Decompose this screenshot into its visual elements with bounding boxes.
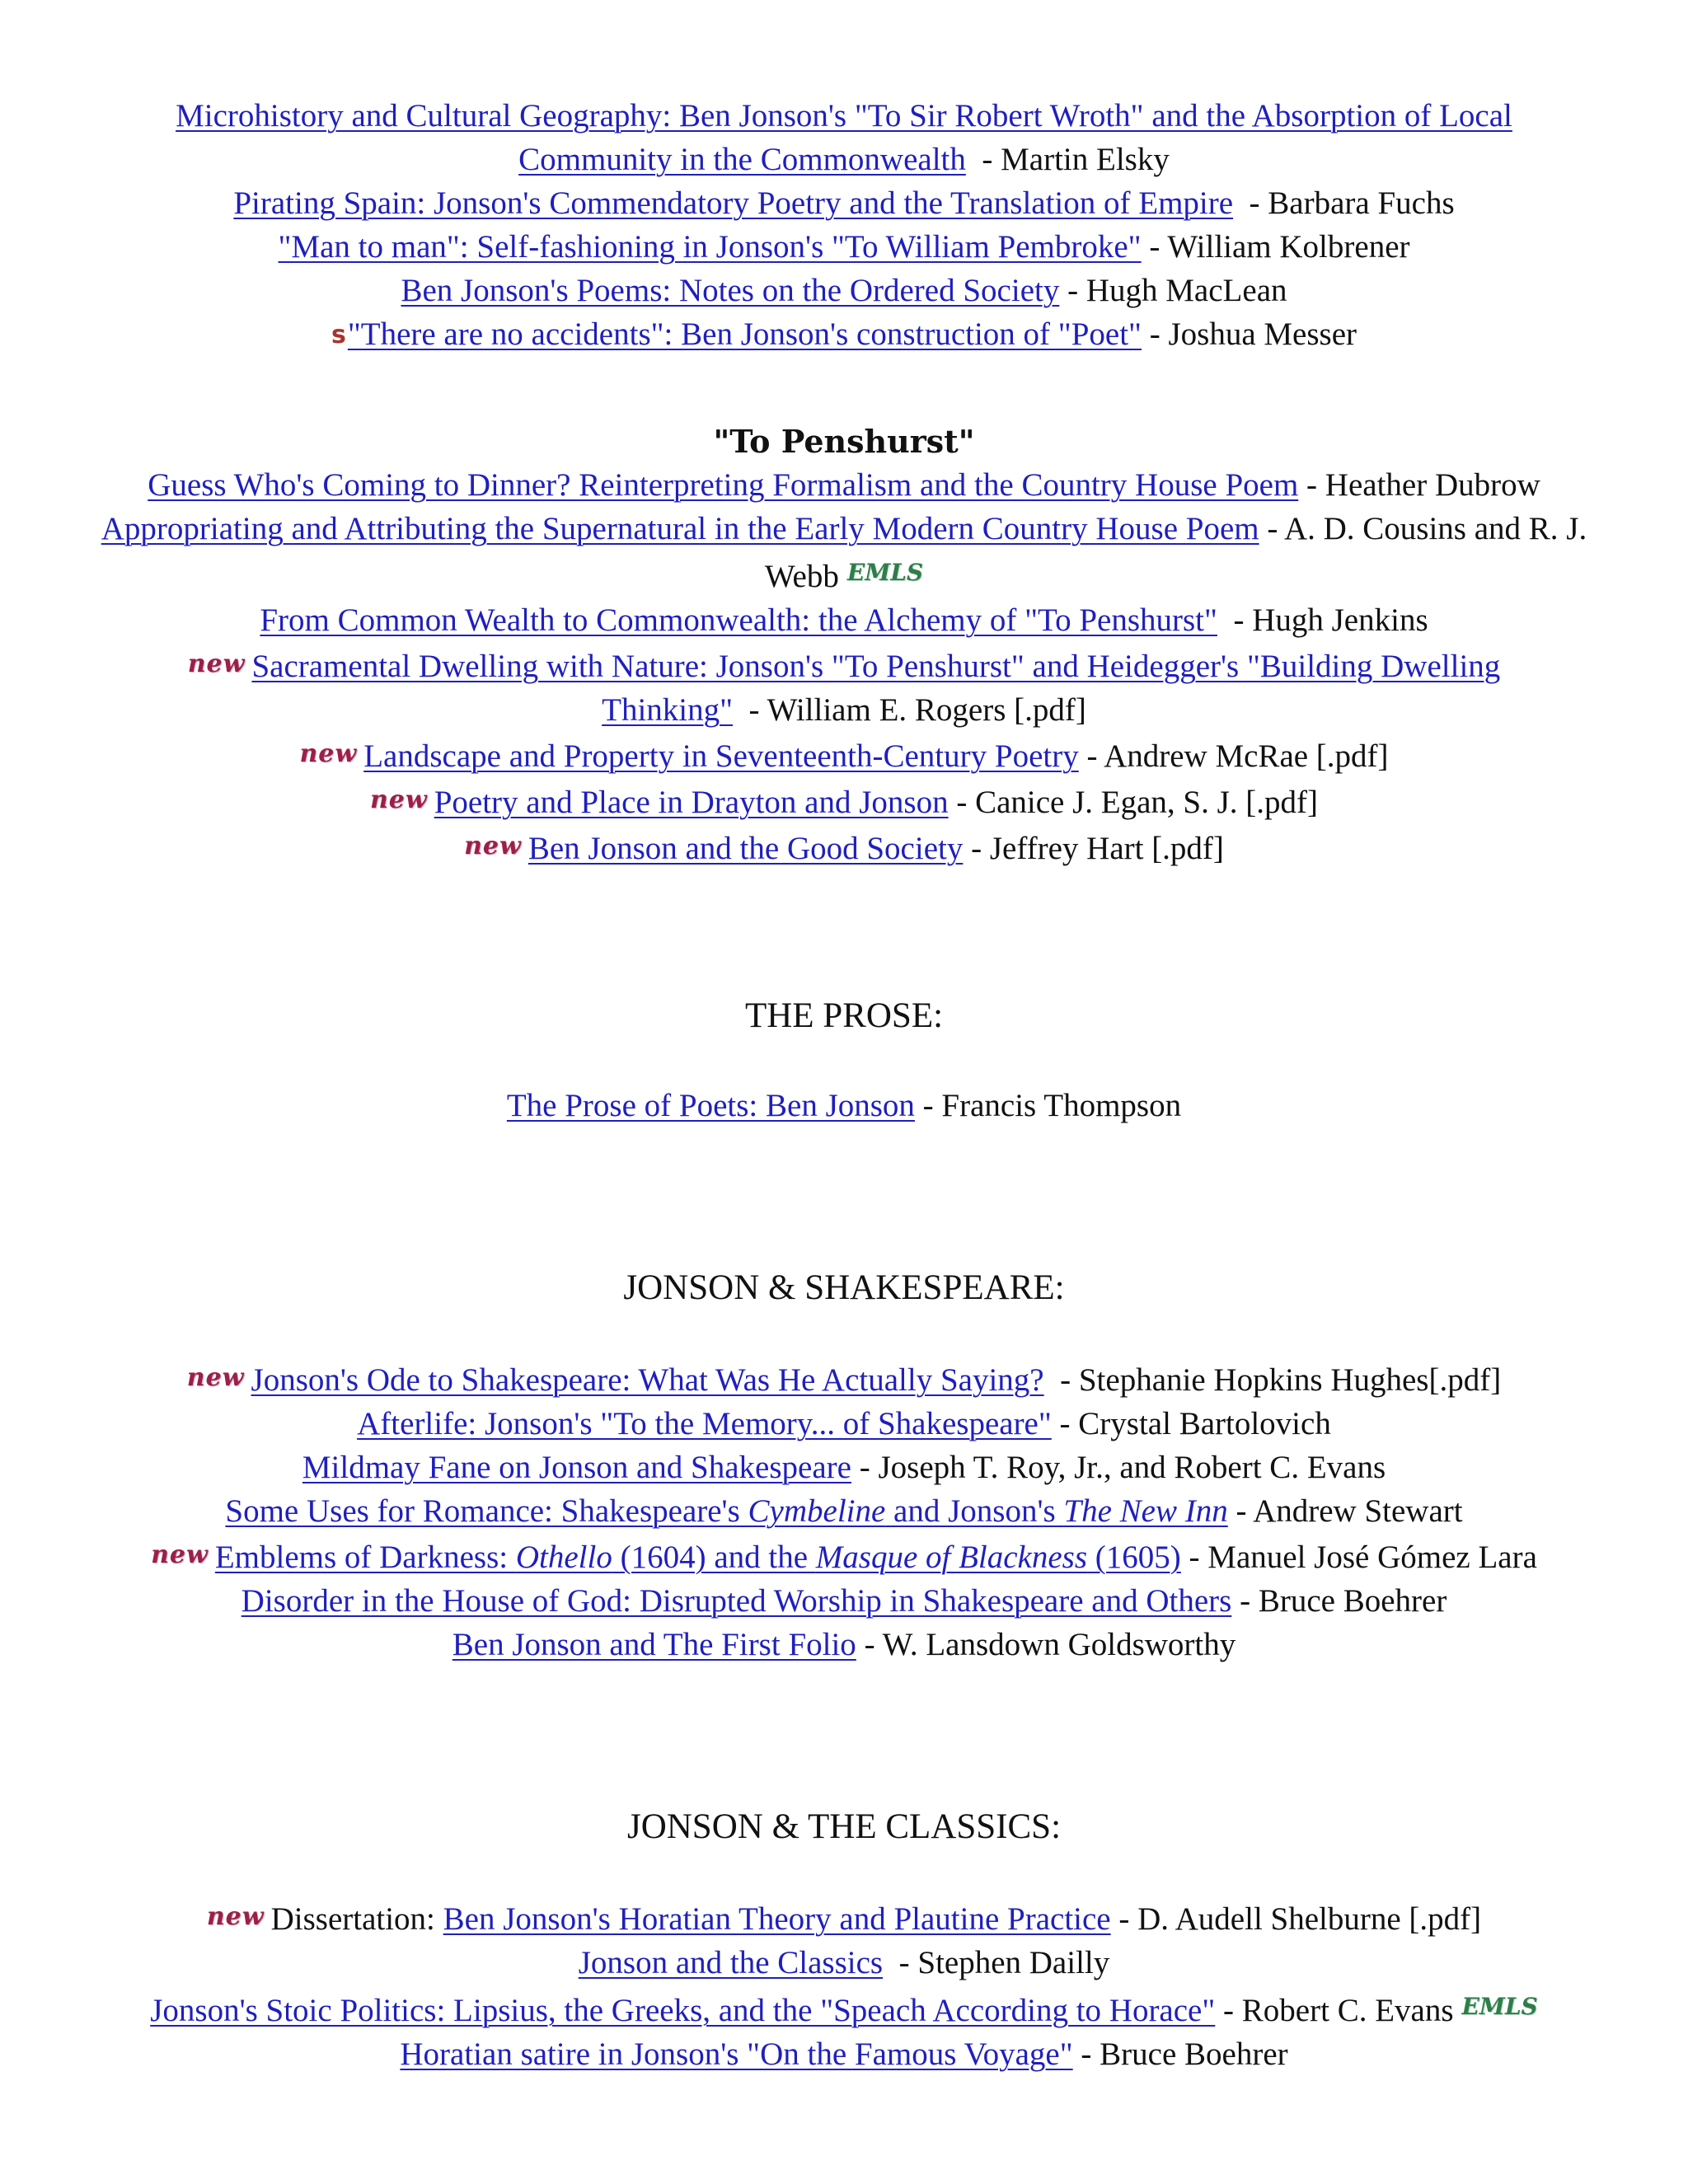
author: Canice J. Egan, S. J. [.pdf] (975, 785, 1319, 820)
list-item (0, 1623, 1688, 1666)
author: Manuel José Gómez Lara (1207, 1540, 1537, 1575)
separator: - (1227, 1493, 1254, 1529)
author: Joseph T. Roy, Jr., and Robert C. Evans (878, 1450, 1386, 1485)
separator: - (965, 142, 1001, 177)
student-badge-icon: s (331, 321, 346, 349)
list-item (0, 269, 1688, 312)
separator: - (1043, 1362, 1079, 1398)
separator: - (856, 1627, 883, 1662)
link-text: Some Uses for Romance: Shakespeare's (225, 1493, 748, 1529)
separator: - (1141, 229, 1168, 265)
new-badge-icon: new (151, 1540, 209, 1569)
separator: - (1051, 1406, 1079, 1441)
list-item (0, 598, 1688, 642)
separator: - (1072, 2036, 1100, 2072)
article-link[interactable]: Guess Who's Coming to Dinner? Reinterpreting Formalism and the Country House Poem (148, 467, 1299, 503)
author: Stephen Dailly (917, 1945, 1110, 1980)
author: Robert C. Evans (1241, 1993, 1454, 2028)
author: Barbara Fuchs (1268, 185, 1455, 221)
author: D. Audell Shelburne [.pdf] (1137, 1901, 1482, 1937)
section-title: JONSON & THE CLASSICS: (626, 1807, 1062, 1846)
new-badge-icon: new (187, 649, 246, 678)
separator: - (1298, 467, 1325, 503)
link-text: (1604) and the (612, 1540, 816, 1575)
list-item (0, 1356, 1688, 1402)
article-link[interactable]: "Man to man": Self-fashioning in Jonson's "To William Pembroke" (278, 229, 1142, 265)
article-link[interactable]: Ben Jonson and The First Folio (452, 1627, 856, 1662)
article-link[interactable] (215, 1540, 1181, 1575)
separator: - (1059, 273, 1086, 308)
list-item (0, 1985, 1688, 2032)
separator: - (1231, 1583, 1259, 1619)
separator: - (963, 831, 990, 866)
article-link[interactable]: Horatian satire in Jonson's "On the Famous Voyage" (400, 2036, 1073, 2072)
article-link[interactable]: Ben Jonson's Poems: Notes on the Ordered Society (401, 273, 1060, 308)
separator: - (1215, 1993, 1242, 2028)
article-link[interactable]: Ben Jonson's Horatian Theory and Plautine Practice (443, 1901, 1111, 1937)
article-link[interactable]: Sacramental Dwelling with Nature: Jonson's "To Penshurst" and Heidegger's "Building Dwelling Thinking" (251, 649, 1501, 728)
list-item (0, 312, 1688, 357)
article-link[interactable]: Jonson's Stoic Politics: Lipsius, the Greeks, and the "Speach According to Horace" (150, 1993, 1216, 2028)
author: Hugh MacLean (1085, 273, 1287, 308)
separator: - (1110, 1901, 1138, 1937)
separator: - (948, 785, 976, 820)
link-title-italic: Masque of Blackness (815, 1540, 1088, 1575)
author: Crystal Bartolovich (1078, 1406, 1331, 1441)
entry-prefix: Dissertation: (270, 1901, 443, 1937)
article-link[interactable]: Afterlife: Jonson's "To the Memory... of Shakespeare" (357, 1406, 1052, 1441)
author: William Kolbrener (1167, 229, 1410, 265)
emls-badge-icon: EMLS (846, 559, 924, 586)
new-badge-icon: new (299, 739, 358, 768)
top-list (0, 94, 1688, 357)
article-link[interactable] (225, 1493, 1227, 1529)
list-item (0, 824, 1688, 870)
new-badge-icon: new (369, 785, 428, 814)
author: A. D. Cousins and R. J. Webb (764, 511, 1587, 594)
new-badge-icon: new (206, 1902, 265, 1931)
separator: - (1141, 316, 1169, 352)
author: Stephanie Hopkins Hughes[.pdf] (1078, 1362, 1502, 1398)
separator: - (1078, 738, 1104, 774)
list-item (0, 1489, 1688, 1533)
article-link[interactable]: Landscape and Property in Seventeenth-Century Poetry (363, 738, 1079, 774)
author: Andrew McRae [.pdf] (1104, 738, 1389, 774)
list-item (0, 642, 1688, 732)
emls-badge-icon: EMLS (1461, 1993, 1538, 2020)
article-link[interactable]: Disorder in the House of God: Disrupted Worship in Shakespeare and Others (241, 1583, 1232, 1619)
author: Francis Thompson (941, 1088, 1182, 1123)
author: Martin Elsky (1001, 142, 1170, 177)
separator: - (1180, 1540, 1208, 1575)
separator: - (733, 692, 767, 728)
link-text: and Jonson's (885, 1493, 1064, 1529)
penshurst-section (0, 419, 1688, 870)
classics-section (0, 1805, 1688, 2076)
prose-section (0, 994, 1688, 1127)
link-title-italic: The New Inn (1063, 1493, 1228, 1529)
article-link[interactable]: The Prose of Poets: Ben Jonson (506, 1088, 915, 1123)
article-link[interactable]: Pirating Spain: Jonson's Commendatory Poetry and the Translation of Empire (233, 185, 1234, 221)
article-link[interactable]: Microhistory and Cultural Geography: Ben Jonson's "To Sir Robert Wroth" and the Absorption of Local Community in the Commonwealth (176, 98, 1512, 177)
list-item (0, 225, 1688, 269)
author: Hugh Jenkins (1252, 602, 1428, 638)
new-badge-icon: new (186, 1363, 245, 1392)
link-title-italic: Othello (515, 1540, 612, 1575)
article-link[interactable]: Ben Jonson and the Good Society (528, 831, 964, 866)
list-item (0, 181, 1688, 225)
list-item (0, 1446, 1688, 1489)
separator: - (1233, 185, 1268, 221)
list-item (0, 778, 1688, 824)
author: Andrew Stewart (1253, 1493, 1463, 1529)
list-item (0, 1533, 1688, 1579)
list-item (0, 1579, 1688, 1623)
author: Heather Dubrow (1325, 467, 1540, 503)
article-link[interactable]: Appropriating and Attributing the Supernatural in the Early Modern Country House Poem (101, 511, 1259, 546)
author: Joshua Messer (1168, 316, 1357, 352)
separator: - (1217, 602, 1253, 638)
list-item (0, 1895, 1688, 1941)
article-link[interactable]: Poetry and Place in Drayton and Jonson (434, 785, 949, 820)
list-item (0, 463, 1688, 507)
list-item (0, 1941, 1688, 1985)
list-item (0, 732, 1688, 778)
section-title: "To Penshurst" (713, 423, 975, 460)
separator: - (851, 1450, 879, 1485)
section-title: JONSON & SHAKESPEARE: (623, 1268, 1065, 1307)
list-item (0, 1084, 1688, 1127)
list-item (0, 1402, 1688, 1446)
list-item (0, 507, 1688, 598)
separator: - (883, 1945, 918, 1980)
author: Bruce Boehrer (1258, 1583, 1447, 1619)
link-text: (1605) (1087, 1540, 1181, 1575)
list-item (0, 2032, 1688, 2076)
shakespeare-section (0, 1266, 1688, 1666)
article-link[interactable]: Jonson and the Classics (578, 1945, 884, 1980)
link-text: Emblems of Darkness: (214, 1540, 516, 1575)
author: W. Lansdown Goldsworthy (882, 1627, 1236, 1662)
article-link[interactable]: Mildmay Fane on Jonson and Shakespeare (302, 1450, 851, 1485)
separator: - (914, 1088, 942, 1123)
author: Bruce Boehrer (1100, 2036, 1288, 2072)
article-link[interactable]: From Common Wealth to Commonwealth: the Alchemy of "To Penshurst" (260, 602, 1217, 638)
article-link[interactable]: Jonson's Ode to Shakespeare: What Was He Actually Saying? (251, 1362, 1044, 1398)
article-link[interactable]: "There are no accidents": Ben Jonson's construction of "Poet" (347, 316, 1142, 352)
separator: - (1259, 511, 1284, 546)
list-item (0, 94, 1688, 181)
author: Jeffrey Hart [.pdf] (989, 831, 1224, 866)
link-title-italic: Cymbeline (748, 1493, 886, 1529)
section-title: THE PROSE: (744, 996, 944, 1035)
new-badge-icon: new (464, 832, 522, 860)
author: William E. Rogers [.pdf] (767, 692, 1086, 728)
